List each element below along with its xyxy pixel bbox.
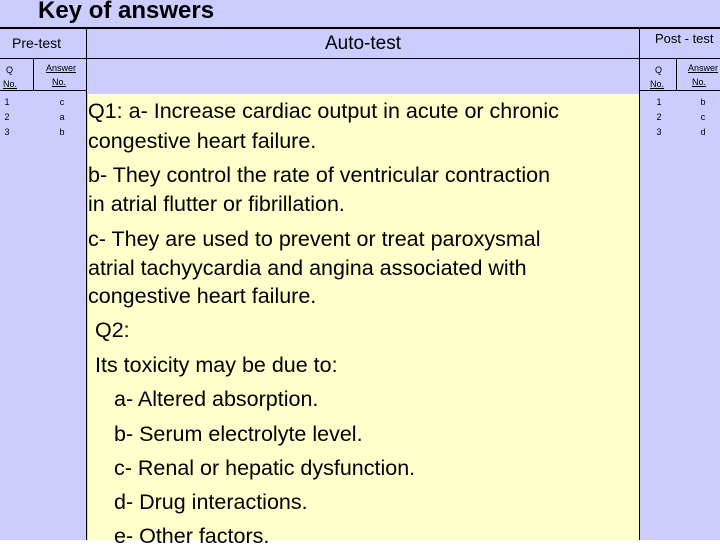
- pre-test-answer-label-no: No.: [52, 77, 67, 87]
- auto-test-divider: [87, 58, 639, 59]
- answer-line-8: Q2:: [95, 318, 130, 342]
- pre-test-q-3: 3: [4, 127, 10, 137]
- pre-test-heading: Pre-test: [12, 35, 62, 51]
- pre-test-panel: [0, 29, 87, 540]
- pre-test-answer-label: Answer: [46, 63, 77, 73]
- answer-line-2: congestive heart failure.: [88, 129, 317, 153]
- post-test-answer-list: [696, 95, 710, 140]
- post-test-answer-label: Answer: [688, 63, 719, 73]
- post-test-q-3: 3: [656, 127, 662, 137]
- post-test-answer-label-no: No.: [692, 77, 707, 87]
- post-test-divider: [640, 58, 720, 59]
- pre-test-q-label: Q: [6, 65, 14, 75]
- post-test-a-1: b: [700, 97, 706, 107]
- pre-test-q-2: 2: [4, 112, 10, 122]
- auto-test-heading: Auto-test: [324, 33, 402, 54]
- answer-line-5: c- They are used to prevent or treat paroxysmal: [88, 227, 541, 251]
- post-test-q-label: Q: [655, 65, 663, 75]
- post-test-q-2: 2: [656, 112, 662, 122]
- answer-line-4: in atrial flutter or fibrillation.: [88, 192, 345, 216]
- answer-line-3: b- They control the rate of ventricular contraction: [88, 163, 551, 187]
- pre-test-q-1: 1: [4, 97, 10, 107]
- post-test-a-3: d: [700, 127, 706, 137]
- answer-line-10: a- Altered absorption.: [114, 387, 319, 411]
- answer-line-6: atrial tachyycardia and angina associated with: [88, 256, 527, 280]
- post-test-heading: Post - test: [655, 31, 714, 46]
- pre-test-a-2: a: [59, 112, 65, 122]
- post-test-q-1: 1: [656, 97, 662, 107]
- title-bar: [0, 0, 720, 29]
- pre-test-q-label-no: No.: [3, 79, 18, 89]
- pre-test-col-divider: [33, 58, 34, 90]
- pre-test-header-bottom: [0, 90, 86, 91]
- answer-line-14: e- Other factors.: [114, 524, 270, 548]
- answer-line-1: Q1: a- Increase cardiac output in acute or chronic: [88, 99, 559, 123]
- post-test-panel: [640, 29, 720, 540]
- pre-test-divider: [0, 58, 86, 59]
- post-test-a-2: c: [700, 112, 706, 122]
- auto-test-answers: [88, 94, 639, 548]
- answer-line-7: congestive heart failure.: [88, 284, 317, 308]
- pre-test-a-1: c: [59, 97, 65, 107]
- post-test-q-label-no: No.: [650, 79, 665, 89]
- post-test-header-bottom: [640, 90, 720, 91]
- page-title: Key of answers: [38, 0, 215, 24]
- answer-line-11: b- Serum electrolyte level.: [114, 422, 363, 446]
- answer-line-13: d- Drug interactions.: [114, 490, 308, 514]
- post-test-question-list: [652, 95, 666, 140]
- pre-test-a-3: b: [59, 127, 65, 137]
- pre-test-question-list: [0, 95, 14, 140]
- post-test-col-divider: [676, 58, 677, 90]
- answer-line-9: Its toxicity may be due to:: [95, 353, 338, 377]
- pre-test-answer-list: [55, 95, 69, 140]
- answer-line-12: c- Renal or hepatic dysfunction.: [114, 456, 416, 480]
